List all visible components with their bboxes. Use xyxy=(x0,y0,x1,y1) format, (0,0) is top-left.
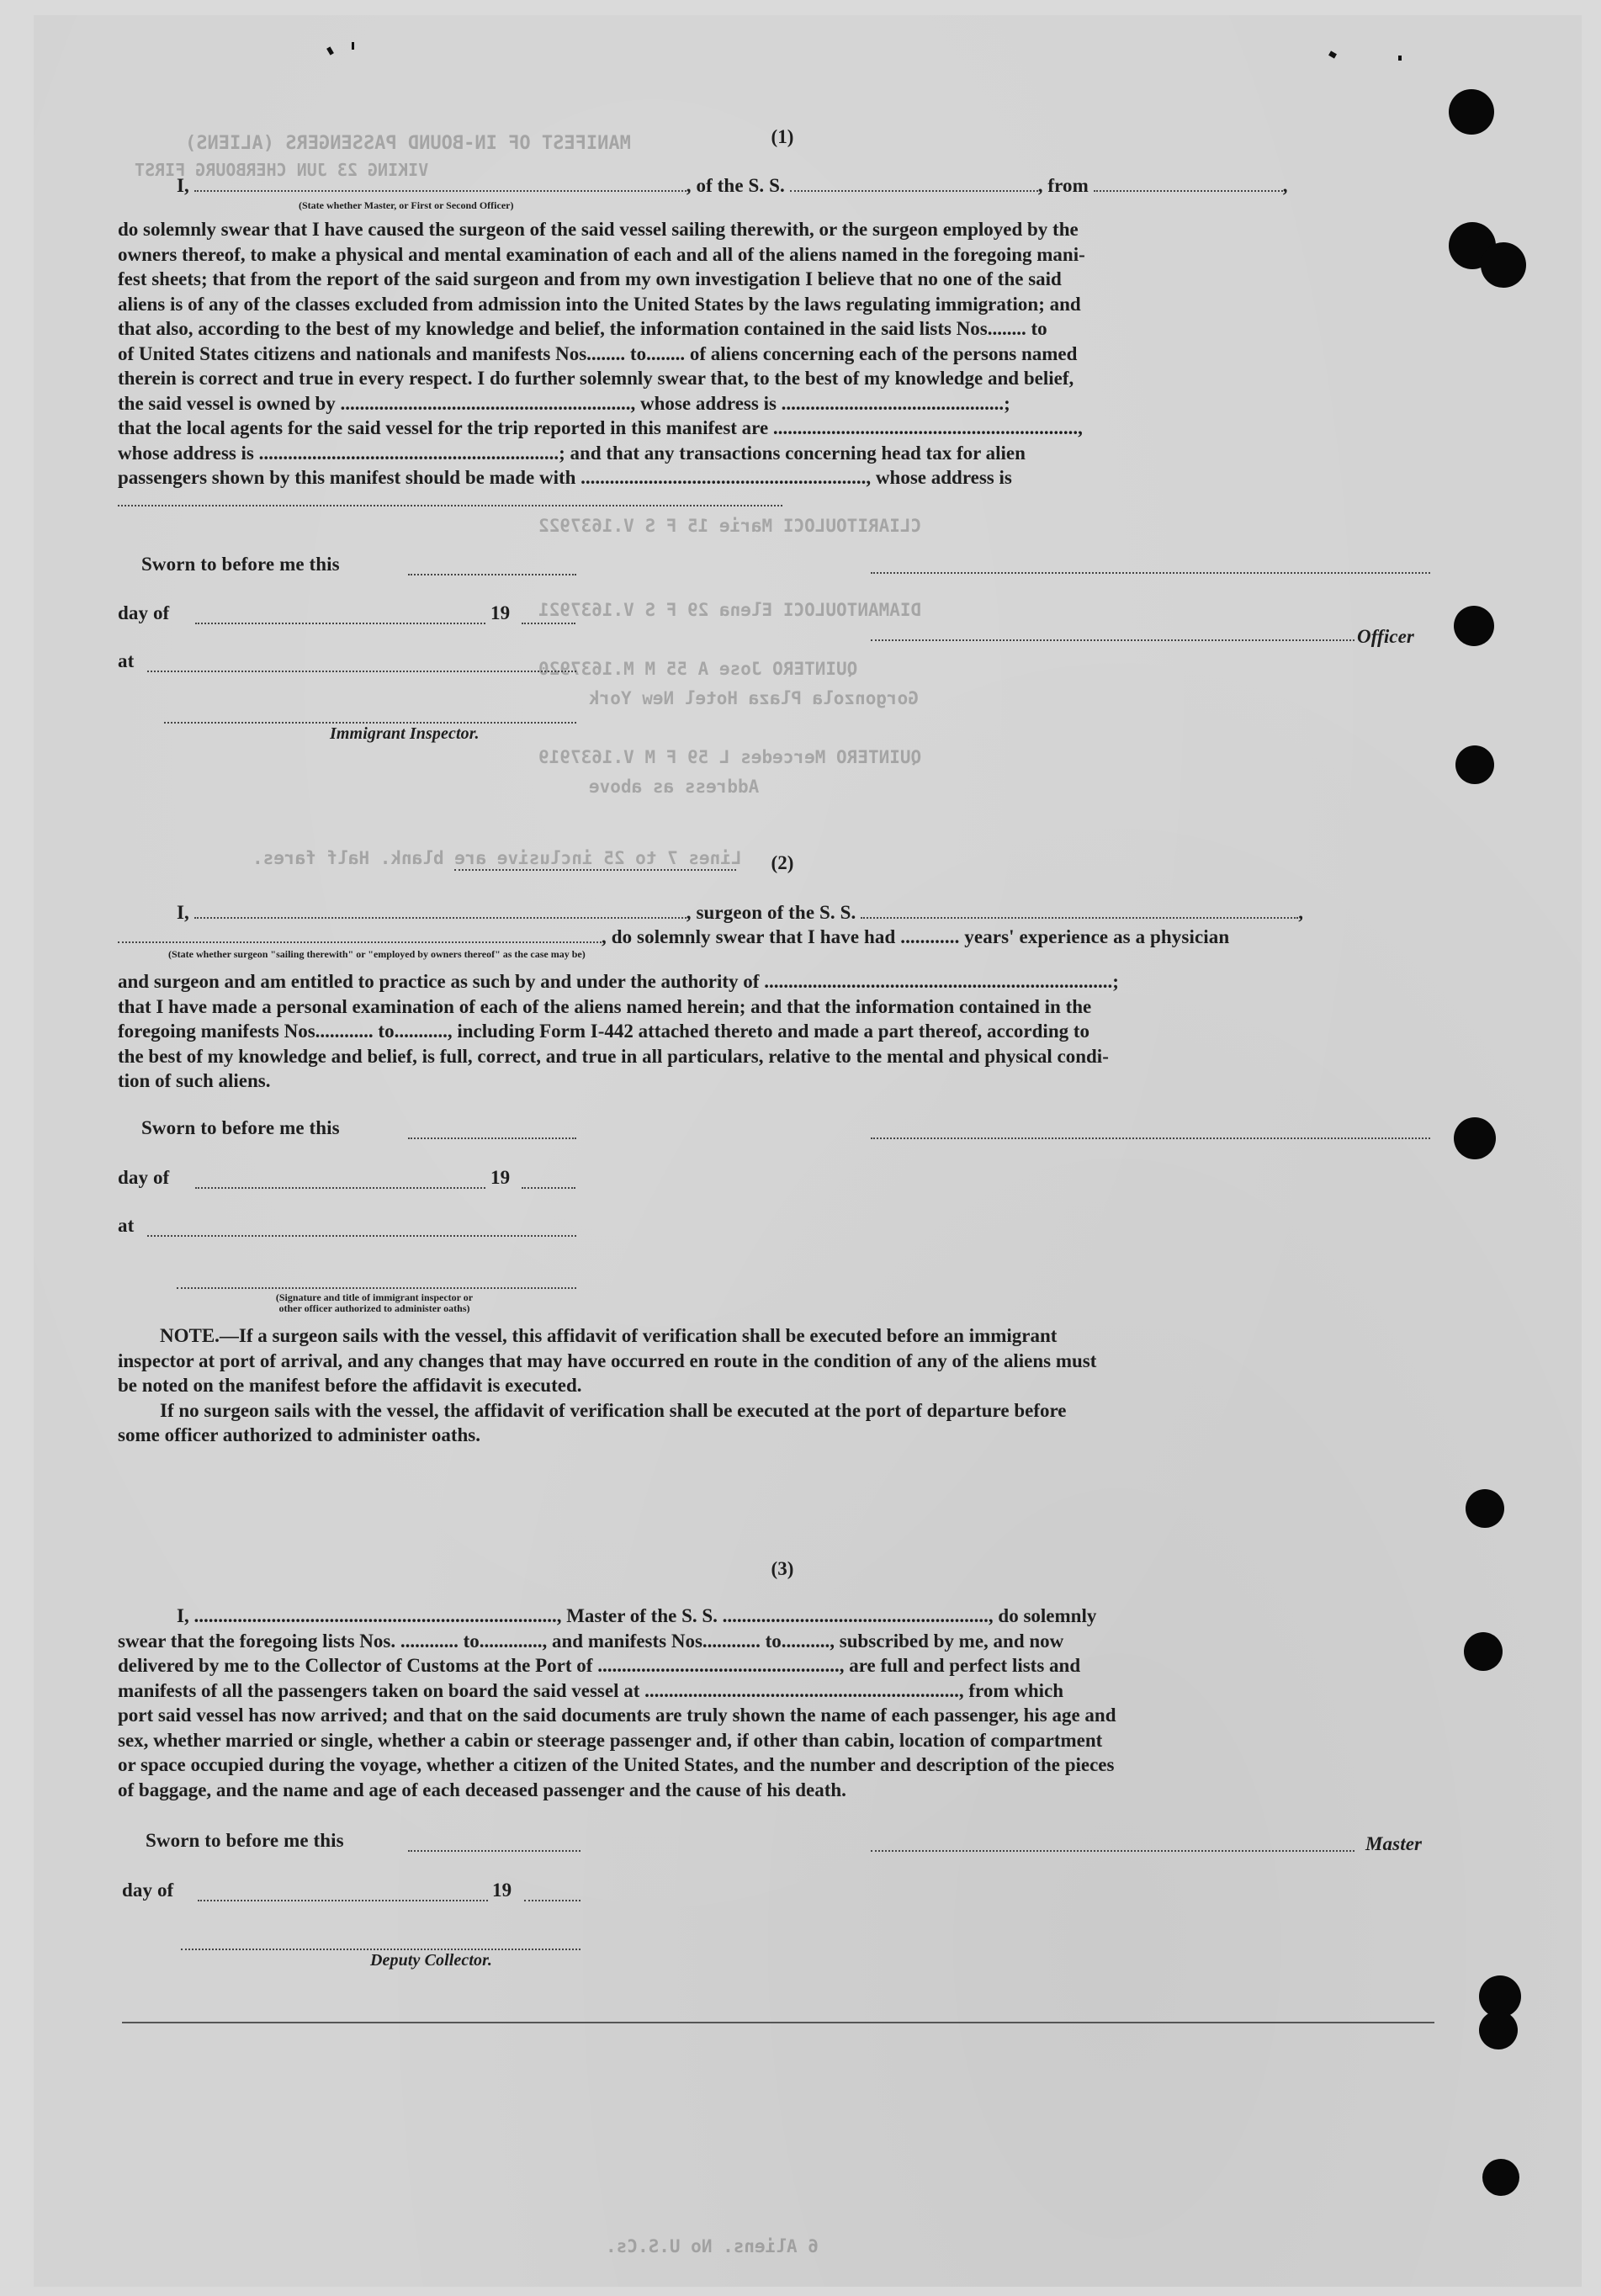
from-port-field[interactable] xyxy=(1094,175,1283,192)
master-signature-line[interactable] xyxy=(871,1848,1354,1852)
oath-line: therein is correct and true in every respect. I do further solemnly swear that, to the best of my knowledge and belief, xyxy=(118,368,1074,389)
inspector-caption: Immigrant Inspector. xyxy=(330,724,480,743)
bleed-through-row: Lines 7 to 25 inclusive are blank. Half fares. xyxy=(252,848,742,868)
sworn-label-1: Sworn to before me this xyxy=(141,554,340,575)
vessel-label: , of the S. S. xyxy=(686,175,785,196)
month-field-3[interactable] xyxy=(198,1898,488,1901)
year-field-3[interactable] xyxy=(524,1898,580,1901)
at-label-2: at xyxy=(118,1215,135,1236)
month-field-1[interactable] xyxy=(195,621,485,624)
oath-line: the best of my knowledge and belief, is full, correct, and true in all particulars, relative to the mental and physical condi- xyxy=(118,1045,1109,1067)
officer-caption: Officer xyxy=(1357,626,1414,647)
surgeon-signature-line[interactable] xyxy=(871,1136,1430,1139)
scratch-mark xyxy=(1328,50,1337,58)
surgeon-status-caption: (State whether surgeon "sailing therewith" or "employed by owners thereof" as the case may be) xyxy=(168,948,586,960)
oath-line: fest sheets; that from the report of the said surgeon and from my own investigation I believe that no one of the said xyxy=(118,268,1062,289)
section-1-number: (1) xyxy=(771,126,794,147)
surgeon-vessel-field[interactable] xyxy=(861,902,1298,919)
scratch-mark xyxy=(1398,56,1402,61)
bleed-through-row: DIAMANTOULOCI Elena 29 F S V.1637921 xyxy=(538,600,922,620)
vessel-name-field[interactable] xyxy=(790,175,1038,192)
bottom-rule xyxy=(122,2022,1434,2023)
section-2-second-line xyxy=(118,925,1229,949)
note-line: some officer authorized to administer oaths. xyxy=(118,1424,480,1445)
sworn-date-field-2[interactable] xyxy=(408,1136,576,1139)
place-field-2[interactable] xyxy=(147,1233,576,1237)
master-caption: Master xyxy=(1365,1833,1423,1854)
bleed-through-row: 6 Aliens. No U.S.Cs. xyxy=(606,2236,819,2256)
binding-hole xyxy=(1455,745,1494,784)
binding-hole xyxy=(1466,1489,1504,1528)
section-3-number: (3) xyxy=(771,1558,794,1579)
oath-line: tion of such aliens. xyxy=(118,1070,271,1091)
note-line: be noted on the manifest before the affidavit is executed. xyxy=(118,1375,582,1396)
oath-line: or space occupied during the voyage, whether a citizen of the United States, and the number and description of the pieces xyxy=(118,1754,1115,1775)
place-field-1[interactable] xyxy=(147,669,576,672)
year-label-1 xyxy=(490,601,510,625)
year-field-2[interactable] xyxy=(522,1185,575,1189)
year-label-2 xyxy=(490,1165,510,1190)
agent-address-line[interactable] xyxy=(118,503,782,506)
oath-line: owners thereof, to make a physical and mental examination of each and all of the aliens named in the foregoing mani- xyxy=(118,243,1085,265)
section-1-oath-text xyxy=(118,217,1432,490)
section-2-oath-text xyxy=(118,969,1432,1094)
bleed-through-header: MANIFEST OF IN-BOUND PASSENGERS (ALIENS) xyxy=(185,133,631,154)
month-field-2[interactable] xyxy=(195,1185,485,1189)
caption-line: other officer authorized to administer oaths) xyxy=(278,1302,470,1314)
bleed-through-row: QUINTERO Mercedes L 59 F M V.1637919 xyxy=(538,747,922,767)
stray-dotted-mark xyxy=(454,867,736,871)
note-line: inspector at port of arrival, and any changes that may have occurred en route in the condition of any of the aliens must xyxy=(118,1349,1097,1371)
manifest-back-page xyxy=(34,15,1582,2287)
caption-line: (Signature and title of immigrant inspector or xyxy=(275,1291,474,1303)
oath-line: that also, according to the best of my knowledge and belief, the information contained in the said lists Nos........ to xyxy=(118,318,1047,339)
binding-hole xyxy=(1482,2159,1519,2196)
oath-line: foregoing manifests Nos............ to..........., including Form I-442 attached thereto and made a part thereof, according to xyxy=(118,1021,1090,1042)
opening-pronoun-2: I, xyxy=(177,902,189,923)
binding-hole xyxy=(1479,2011,1518,2049)
signature-caption-2 xyxy=(168,1292,580,1314)
sworn-label-2: Sworn to before me this xyxy=(141,1117,340,1138)
oath-line: swear that the foregoing lists Nos. ............ to............., and manifests Nos............ to.........., subscribed by me, and now xyxy=(118,1630,1064,1652)
sworn-label-3: Sworn to before me this xyxy=(146,1830,344,1851)
oath-line: that I have made a personal examination of each of the aliens named herein; and that the information contained in the xyxy=(118,995,1092,1017)
day-of-label-3: day of xyxy=(122,1880,174,1901)
oath-line: the said vessel is owned by ............................................................, whose address is ..............................................; xyxy=(118,392,1010,414)
oath-line: of baggage, and the name and age of each deceased passenger and the cause of his death. xyxy=(118,1779,846,1800)
oath-line: delivered by me to the Collector of Customs at the Port of .................................................., are full and perfect lists and xyxy=(118,1655,1081,1676)
oath-line: sex, whether married or single, whether a cabin or steerage passenger and, if other than cabin, location of compartment xyxy=(118,1729,1103,1751)
binding-hole xyxy=(1449,89,1494,135)
sworn-date-field-3[interactable] xyxy=(408,1848,580,1852)
oath-line: passengers shown by this manifest should be made with ..........................................................., whose address is xyxy=(118,467,1012,488)
scratch-mark xyxy=(352,42,354,50)
bleed-through-row: VIKING 23 JUN CHERBOURG FIRST xyxy=(135,160,429,180)
section-3-oath-text xyxy=(118,1604,1432,1802)
oath-line: that the local agents for the said vessel for the trip reported in this manifest are ..............................................................., xyxy=(118,417,1083,438)
surgeon-status-field[interactable] xyxy=(118,926,602,943)
oath-line: whose address is ..............................................................; and that any transactions concerning head tax for alien xyxy=(118,442,1026,464)
section-2-opening-line xyxy=(177,900,1303,925)
binding-hole xyxy=(1454,1117,1496,1159)
officer-signature-line-a[interactable] xyxy=(871,570,1430,574)
bleed-through-row: CLIARITOULOCI Marie 15 F S V.1637922 xyxy=(538,516,922,536)
surgeon-vessel-label: , surgeon of the S. S. xyxy=(686,902,856,923)
year-label-3 xyxy=(492,1878,512,1902)
sworn-date-field-1[interactable] xyxy=(408,572,576,575)
line-end-comma: , xyxy=(1298,902,1304,923)
note-line: If no surgeon sails with the vessel, the affidavit of verification shall be executed at the port of departure before xyxy=(160,1399,1067,1421)
bleed-through-row: Gorgonzola Plaza Hotel New York xyxy=(589,688,919,708)
officer-rank-caption: (State whether Master, or First or Second Officer) xyxy=(299,199,514,211)
bleed-through-row: QUINTERO Jose A 55 M M.1637920 xyxy=(538,659,858,679)
day-of-label-1: day of xyxy=(118,602,170,623)
oath-line: port said vessel has now arrived; and that on the said documents are truly shown the name of each passenger, his age and xyxy=(118,1705,1116,1726)
from-label: , from xyxy=(1037,175,1089,196)
day-of-label-2: day of xyxy=(118,1167,170,1188)
section-2-number: (2) xyxy=(771,852,794,873)
oath-line: aliens is of any of the classes excluded from admission into the United States by the laws regulating immigration; and xyxy=(118,293,1081,315)
year-prefix-3: 19 xyxy=(492,1880,512,1901)
experience-text: , do solemnly swear that I have had ............ years' experience as a physician xyxy=(602,926,1230,947)
oath-line: manifests of all the passengers taken on board the said vessel at ................................................................., from which xyxy=(118,1679,1064,1701)
surgeon-name-field[interactable] xyxy=(194,902,687,919)
binding-hole xyxy=(1481,242,1526,288)
year-field-1[interactable] xyxy=(522,621,575,624)
note-line: NOTE.—If a surgeon sails with the vessel, this affidavit of verification shall be executed before an immigrant xyxy=(160,1325,1058,1346)
year-prefix-1: 19 xyxy=(490,602,511,623)
note-text xyxy=(118,1323,1432,1448)
oath-line: of United States citizens and nationals and manifests Nos........ to........ of aliens concerning each of the persons named xyxy=(118,342,1078,364)
oath-line: I, ..........................................................................., Master of the S. S. ......................................................., do solemnly xyxy=(177,1605,1097,1626)
officer-name-field[interactable] xyxy=(194,175,687,192)
year-prefix-2: 19 xyxy=(490,1167,511,1188)
bleed-through-row: Address as above xyxy=(589,777,760,797)
section-1-opening-line: I, , of the S. S. , from , xyxy=(177,175,1288,196)
oath-line: do solemnly swear that I have caused the surgeon of the said vessel sailing therewith, or the surgeon employed by the xyxy=(118,219,1079,240)
at-label-1: at xyxy=(118,650,135,671)
opening-pronoun: I, xyxy=(177,175,189,196)
binding-hole xyxy=(1464,1632,1503,1671)
scratch-mark xyxy=(326,46,334,55)
oath-line: and surgeon and am entitled to practice as such by and under the authority of ........................................................................; xyxy=(118,971,1119,992)
officer-signature-line[interactable] xyxy=(871,638,1354,641)
collector-caption: Deputy Collector. xyxy=(370,1951,493,1970)
binding-hole xyxy=(1454,606,1494,646)
inspector-signature-line-2[interactable] xyxy=(177,1286,576,1289)
